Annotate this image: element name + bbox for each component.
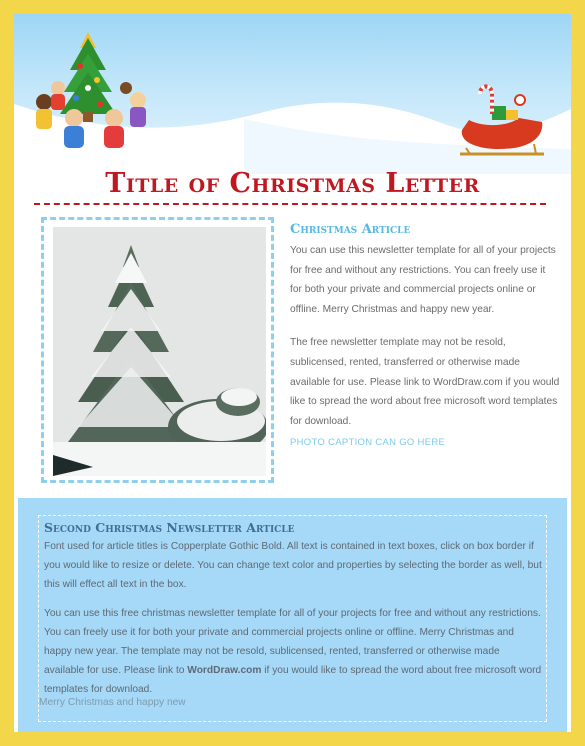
- article-heading: Christmas Article: [290, 222, 411, 237]
- page-title: Title of Christmas Letter: [105, 168, 480, 199]
- worddraw-link[interactable]: WordDraw.com: [187, 665, 262, 676]
- article-paragraph-2: The free newsletter template may not be resold, sublicensed, rented, transferred or otherwise made available for use. Please link to WordDraw.com if you would like to spread the word about free microsoft word templates for download.: [290, 337, 560, 427]
- snow-tree-icon: [53, 227, 266, 476]
- second-article-textbox[interactable]: [38, 515, 547, 722]
- newsletter-page: [14, 14, 571, 732]
- christmas-article[interactable]: [290, 222, 560, 448]
- christmas-tree-icon: [60, 32, 116, 122]
- snow-tree-photo: [53, 227, 266, 476]
- paragraph-text: You can use this free christmas newsletter template for all of your projects for free and without any restrictions. You can freely use it for both your private and commercial projects online or offline. Merry Christmas and happy new year. The template may not be resold, sublicensed, rented, transferred or otherwise made available for use. Please link to: [44, 608, 541, 676]
- second-article-paragraph-1: Font used for article titles is Copperplate Gothic Bold. All text is contained in text boxes, click on box border if you would like to resize or delete. You can change text color and properties by selecting the border as well, but this will effect all text in the box.: [44, 541, 542, 590]
- paragraph-text-end: if you would like to spread the word about free microsoft word templates for download.: [44, 665, 542, 695]
- overlapping-text: Merry Christmas and happy new: [39, 697, 186, 708]
- header-illustration: [14, 14, 571, 174]
- second-article-paragraph-2: [44, 604, 542, 699]
- header-banner: [14, 14, 571, 174]
- article-paragraph-1: You can use this newsletter template for all of your projects for free and without any restrictions. You can freely use it for both your private and commercial projects online or offline. Merry Christmas and happy new year.: [290, 245, 556, 315]
- title-divider: [34, 203, 546, 205]
- second-article-heading: Second Christmas Newsletter Article: [44, 520, 295, 535]
- photo-caption: PHOTO CAPTION CAN GO HERE: [290, 437, 446, 449]
